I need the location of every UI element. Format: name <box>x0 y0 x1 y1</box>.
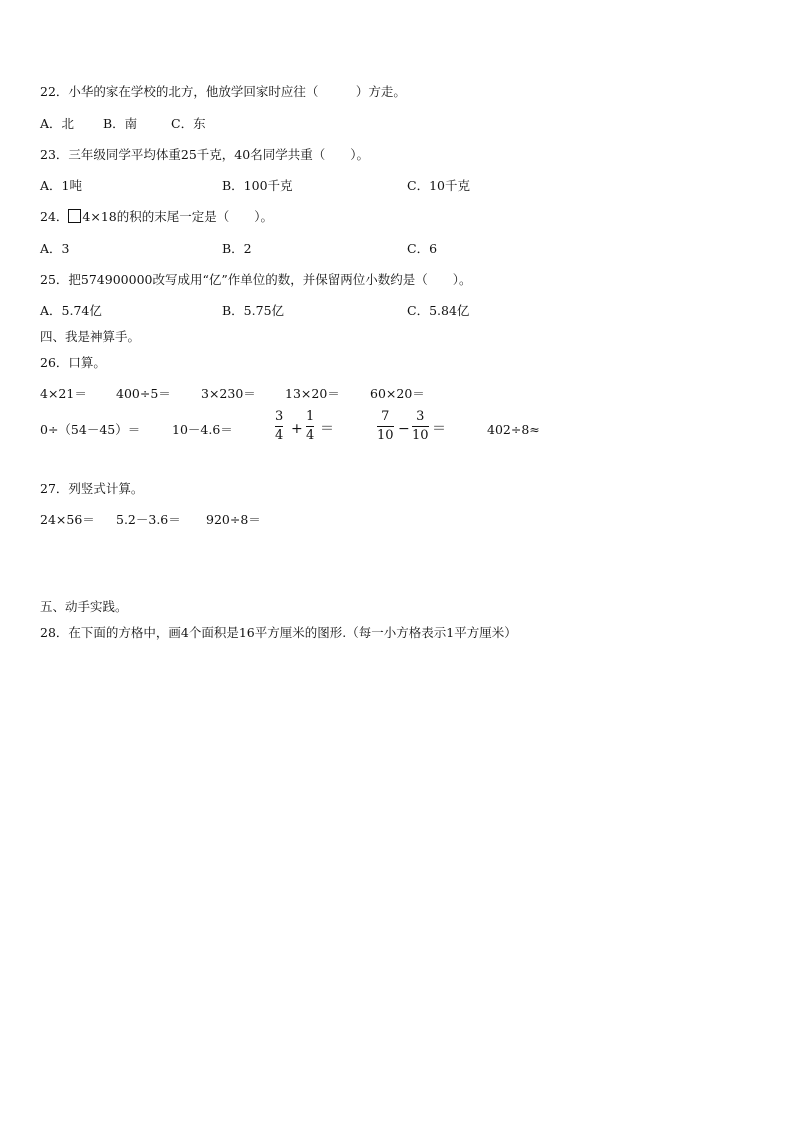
q26-item-1: 4×21＝ <box>40 386 87 401</box>
denominator: 4 <box>306 428 315 443</box>
q22-option-c: C．东 <box>171 116 206 131</box>
q26-item-6: 0÷（54－45）＝ <box>40 422 141 437</box>
q22-text: 22．小华的家在学校的北方，他放学回家时应往（ ）方走。 <box>40 84 406 99</box>
q25-text: 25．把574900000改写成用“亿”作单位的数，并保留两位小数约是（ ）。 <box>40 272 472 287</box>
minus-sign: − <box>398 421 410 437</box>
q23-option-b: B．100千克 <box>222 178 293 193</box>
q26-item-10: 402÷8≈ <box>487 422 540 437</box>
equals-sign: ＝ <box>432 421 446 437</box>
q24-number: 24． <box>40 209 69 224</box>
section-5-heading: 五、动手实践。 <box>40 599 128 614</box>
q24-expression: 4×18 <box>82 209 117 224</box>
fraction-1-4 <box>306 410 314 443</box>
numerator: 3 <box>416 409 425 424</box>
q27-item-1: 24×56＝ <box>40 512 95 527</box>
denominator: 10 <box>377 428 394 443</box>
denominator: 4 <box>275 428 284 443</box>
blank-box-icon <box>68 209 81 223</box>
q26-item-3: 3×230＝ <box>201 386 256 401</box>
fraction-3-4 <box>275 410 283 443</box>
numerator: 3 <box>275 409 284 424</box>
numerator: 7 <box>381 409 390 424</box>
q26-item-5: 60×20＝ <box>370 386 425 401</box>
q25-option-b: B．5.75亿 <box>222 303 285 318</box>
q22-option-a: A．北 <box>40 116 75 131</box>
numerator: 1 <box>306 409 315 424</box>
section-4-heading: 四、我是神算手。 <box>40 329 141 344</box>
q24-option-b: B．2 <box>222 241 252 256</box>
q27-title: 27．列竖式计算。 <box>40 481 144 496</box>
q25-option-c: C．5.84亿 <box>407 303 470 318</box>
q24-rest: 的积的末尾一定是（ ）。 <box>116 209 274 224</box>
q23-option-c: C．10千克 <box>407 178 470 193</box>
denominator: 10 <box>412 428 429 443</box>
fraction-3-10 <box>412 410 429 443</box>
q24-option-a: A．3 <box>40 241 70 256</box>
q28-text: 28．在下面的方格中，画4个面积是16平方厘米的图形.（每一小方格表示1平方厘米） <box>40 625 517 640</box>
q25-option-a: A．5.74亿 <box>40 303 102 318</box>
q24-option-c: C．6 <box>407 241 438 256</box>
q23-option-a: A．1吨 <box>40 178 82 193</box>
q26-item-2: 400÷5＝ <box>116 386 171 401</box>
q23-text: 23．三年级同学平均体重25千克，40名同学共重（ ）。 <box>40 147 369 162</box>
equals-sign: ＝ <box>320 421 334 437</box>
q26-item-4: 13×20＝ <box>285 386 340 401</box>
q27-item-3: 920÷8＝ <box>206 512 261 527</box>
q22-option-b: B．南 <box>103 116 138 131</box>
fraction-7-10 <box>377 410 394 443</box>
q27-item-2: 5.2－3.6＝ <box>116 512 181 527</box>
q26-title: 26．口算。 <box>40 355 106 370</box>
plus-sign: + <box>291 421 303 437</box>
q26-item-7: 10－4.6＝ <box>172 422 233 437</box>
q24-text <box>40 209 273 225</box>
